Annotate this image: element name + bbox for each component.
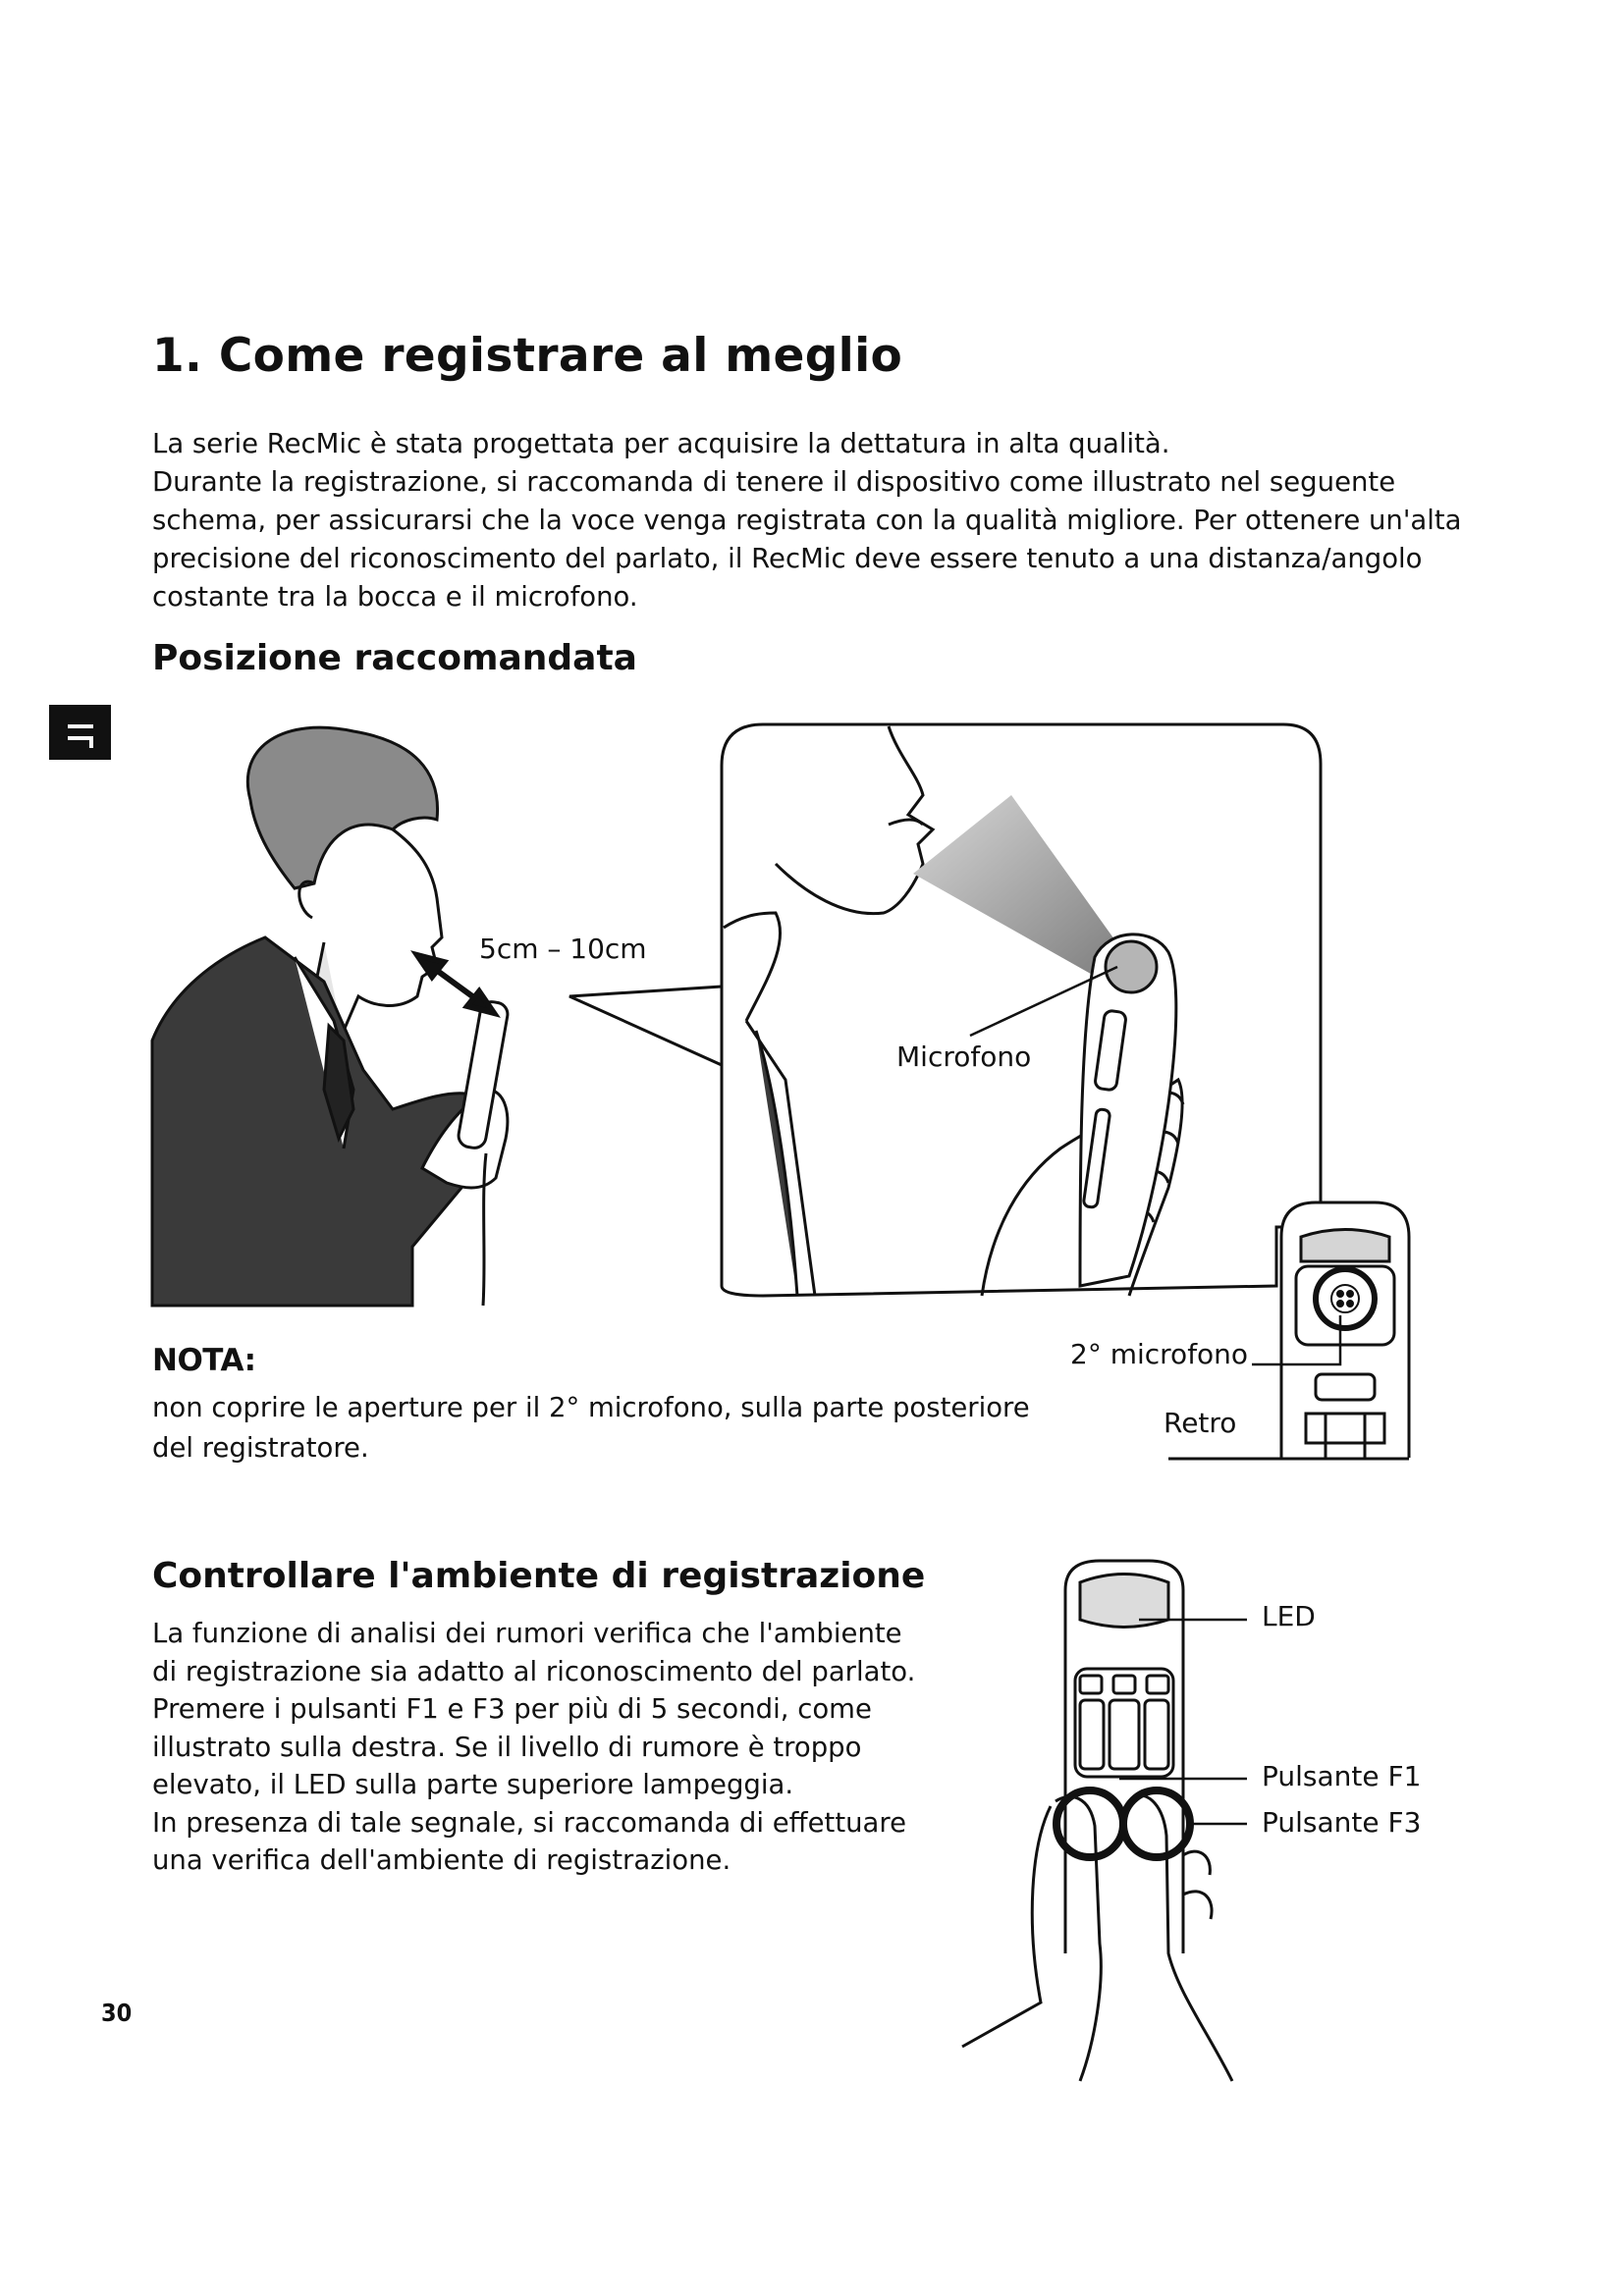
second-mic-label: 2° microfono: [1070, 1338, 1249, 1370]
led-label: LED: [1262, 1600, 1316, 1632]
page-title: 1. Come registrare al meglio: [152, 329, 903, 383]
section-title-environment: Controllare l'ambiente di registrazione: [152, 1556, 926, 1596]
note-title: NOTA:: [152, 1343, 256, 1378]
section-title-position: Posizione raccomandata: [152, 638, 637, 678]
f3-label: Pulsante F3: [1262, 1806, 1422, 1839]
back-label: Retro: [1164, 1407, 1237, 1439]
environment-line: La funzione di analisi dei rumori verifica che l'ambiente: [152, 1618, 902, 1649]
environment-line: elevato, il LED sulla parte superiore lampeggia.: [152, 1769, 794, 1800]
page-number: 30: [101, 1999, 133, 2027]
note-line: del registratore.: [152, 1432, 369, 1464]
environment-line: In presenza di tale segnale, si raccomanda di effettuare: [152, 1806, 906, 1839]
environment-line: illustrato sulla destra. Se il livello di rumore è troppo: [152, 1731, 862, 1763]
note-line: non coprire le aperture per il 2° microfono, sulla parte posteriore: [152, 1392, 1030, 1423]
intro-line: Durante la registrazione, si raccomanda di tenere il dispositivo come illustrato nel seguente: [152, 466, 1396, 498]
intro-line: schema, per assicurarsi che la voce venga registrata con la qualità migliore. Per ottenere un'alta: [152, 505, 1462, 536]
intro-line: costante tra la bocca e il microfono.: [152, 581, 638, 613]
environment-line: di registrazione sia adatto al riconoscimento del parlato.: [152, 1655, 916, 1687]
distance-label: 5cm – 10cm: [479, 933, 647, 965]
intro-line: precisione del riconoscimento del parlato, il RecMic deve essere tenuto a una distanza/angolo: [152, 543, 1423, 574]
environment-line: Premere i pulsanti F1 e F3 per più di 5 secondi, come: [152, 1693, 872, 1725]
f1-label: Pulsante F1: [1262, 1760, 1422, 1792]
microphone-label: Microfono: [896, 1041, 1032, 1073]
environment-line: una verifica dell'ambiente di registrazione.: [152, 1844, 731, 1876]
intro-line: La serie RecMic è stata progettata per acquisire la dettatura in alta qualità.: [152, 428, 1170, 459]
